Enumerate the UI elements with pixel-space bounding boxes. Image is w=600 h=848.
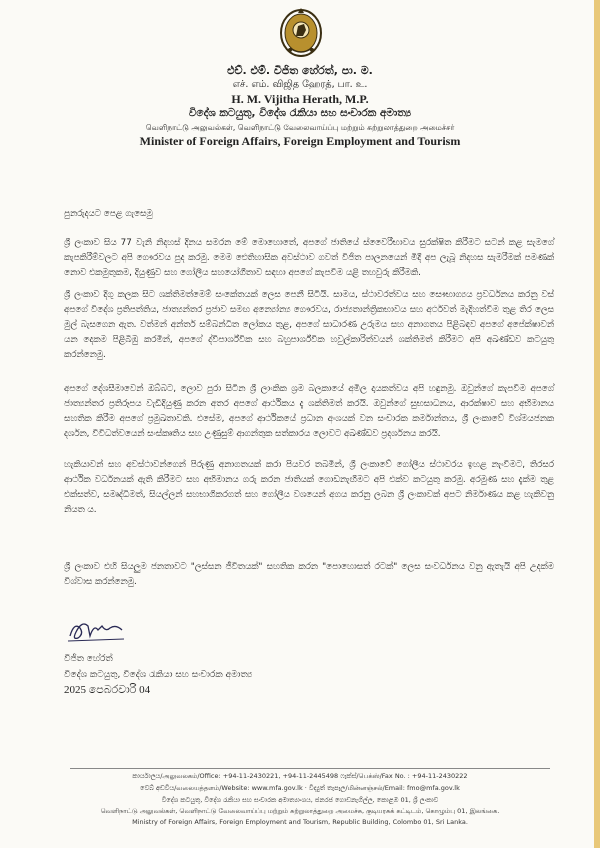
- minister-name-tamil: எச். எம். விஜித ஹேரத், பா. உ.: [232, 79, 368, 90]
- handwritten-signature: [64, 614, 128, 646]
- footer-contact-web: වෙබ් අඩවිය/வலையத்தளம்/Website: www.mfa.gov.lk · විද්‍යුත් තැපෑල/மின்னஞ்சல்/Email: fmo@mfa.gov.lk: [140, 784, 460, 792]
- body-paragraph-4: හැකියාවන් සහ අවස්ථාවන්ගෙන් පිරුණු අනාගතයක් කරා පියවර තබමින්, ශ්‍රී ලංකාවේ ගෝලීය ස්ථාවරය ඉහළ නැංවීමට, තිරසර ආර්ථික වර්ධනයක් ඇති කිරීමට සහ අභිමානය ගරු කරන ජාතියක් ගොඩනැඟීමට අපි එක්ව කටයුතු කරමු. අරමුණ සහ දැක්ම තුළ එක්සත්ව, සමෘද්ධිමත්, සියල්ලන් සහභාගිකරගත් සහ ගෝලීය වශයෙන් අගය කරනු ලබන ශ්‍රී ලංකාවක් අපට නිර්මාණය කළ හැකිවනු නියත ය.: [64, 460, 554, 515]
- minister-name-english: H. M. Vijitha Herath, M.P.: [231, 92, 369, 106]
- footer-contact-phone: කාර්යාලය/அலுவலகம்/Office: +94-11-2430221, +94-11-2445498 ෆැක්ස්/பெக்ஸ்/Fax No. : +94-11-2430222: [132, 772, 468, 780]
- body-paragraph-5: ශ්‍රී ලංකාව එහි සියලුම ජනතාවට "ලස්සන ජීවිතයක්" සහතික කරන "පොහොසත් රටක්" ලෙස සංවර්ධනය වනු ඇතැයි අපි උදක්ම විශ්වාස කරන්නෙමු.: [64, 562, 554, 587]
- footer-address-tamil: வெளிநாட்டு அலுவல்கள், வெளிநாட்டு வேலைவாய்ப்பு மற்றும் சுற்றுலாத்துறை அமைச்சு, குடியரசுக் கட்டிடம், கொழும்பு 01, இலங்கை.: [100, 807, 500, 815]
- signatory-title: විදේශ කටයුතු, විදේශ රැකියා සහ සංචාරක අමාත්‍ය: [64, 670, 253, 680]
- footer-address-sinhala: විදේශ කටයුතු, විදේශ රැකියා සහ සංචාරක අමාත්‍යාංශය, ජනරජ ගොඩනැගිල්ල, කොළඹ 01, ශ්‍රී ලංකාව: [161, 796, 439, 804]
- signatory-name: විජිත හේරත්: [64, 654, 113, 664]
- minister-title-sinhala: විදේශ කටයුතු, විදේශ රැකියා සහ සංචාරක අමාත්‍ය: [188, 107, 412, 119]
- body-paragraph-3: අපගේ දේශසීමාවෙන් ඔබ්බට, ලොව පුරා සිටින ශ්‍රී ලාංකික ශ්‍රම බලකායේ අමිල දායකත්වය අපි හඳුනමු. ඔවුන්ගේ කැපවීම අපගේ ජාත්‍යන්තර ප්‍රතිරූපය වැඩිදියුණු කරන අතර අපගේ ආර්ථිකය දැ ශක්තිමත් කරයි. ඔවුන්ගේ සුභසාධනය, ආරක්ෂාව සහ අභිමානය සහතික කිරීම අපගේ ප්‍රමුඛතාවකි. එසේම, අපගේ ආර්ථිකයේ ප්‍රධාන අංශයක් වන සංචාරක කර්මාන්තය, ශ්‍රී ලංකාවේ විශ්මයජනක දර්ශන, විවිධත්වයෙන් සංස්කෘතිය සහ උණුසුම් ආගන්තුක සත්කාරය ලොවට අඛණ්ඩව ප්‍රදර්ශනය කරයි.: [64, 384, 554, 439]
- sri-lanka-emblem-icon: [278, 6, 324, 58]
- minister-title-tamil: வெளிநாட்டு அலுவல்கள், வெளிநாட்டு வேலைவாய்ப்பு மற்றும் சுற்றுலாத்துறை அமைச்சர்: [145, 123, 455, 132]
- letter-date: 2025 පෙබරවාරි 04: [64, 684, 151, 696]
- body-paragraph-1: ශ්‍රී ලංකාව සිය 77 වැනි නිදහස් දිනය සමරන මේ මොහොතේ, අපගේ ජාතියේ ස්වෛරීභාවය සුරක්ෂිත කිරීමට සටන් කළ සැමගේ කැපකිරීම්වලට අපි ගෞරවය පුද කරමු. මෙම ඓතිහාසික අවස්ථාව ගවත් විජිත පාලනයෙන් මිදී අප ලැබූ නිදහස සැමරීමක් පමණක් නොව එකමුතුකම, දියුණුව සහ ගෝලීය සහයෝගීතාව සඳහා අපගේ කැපවීම යළි තහවුරු කිරීමකි.: [64, 238, 554, 278]
- body-paragraph-2: ශ්‍රී ලංකාව දිගු කලක සිට ශක්තිමත්මෙම් සංකේතයක් ලෙස පෙනී සිටියි. සාමය, ස්ථාවරත්වය සහ සෞභාග්‍යය ප්‍රවර්ධනය කරනු වස් අපගේ විදේශ ප්‍රතිපත්තිය, ජාත්‍යන්තර ප්‍රජාව සමඟ අන්‍යෝන්‍ය ගෞරවය, රාජ්‍යතාන්ත්‍රිකභාවය සහ අර්ථවත් මැදිහත්වීම තුළ තිර ලෙස මුල් බැසගෙන ඇත. වත්මන් අන්තර් සම්බන්ධිත ලෝකය තුළ, අපගේ සාධාරණ උරුමය සහ අනාගතය පිළිබඳව අපගේ අපේක්ෂාවන් යන දෙකම පිළිබිඹු කරමින්, අපගේ ද්විපාර්ශ්වික සහ බහුපාර්ශ්වික හවුල්කාරිත්වයන් ශක්තිමත් කිරීමට අපි අඛණ්ඩව කටයුතු කරන්නෙමු.: [64, 290, 554, 360]
- footer-divider: [70, 768, 550, 769]
- footer-address-english: Ministry of Foreign Affairs, Foreign Employment and Tourism, Republic Building, Colombo 01, Sri Lanka.: [132, 818, 468, 826]
- letter-greeting: පුනරුදයට පෙළ ගැසෙමු: [64, 209, 153, 219]
- minister-name-sinhala: එච්. එම්. විජිත හේරත්, පා. ම.: [227, 64, 373, 77]
- minister-title-english: Minister of Foreign Affairs, Foreign Employment and Tourism: [139, 134, 461, 148]
